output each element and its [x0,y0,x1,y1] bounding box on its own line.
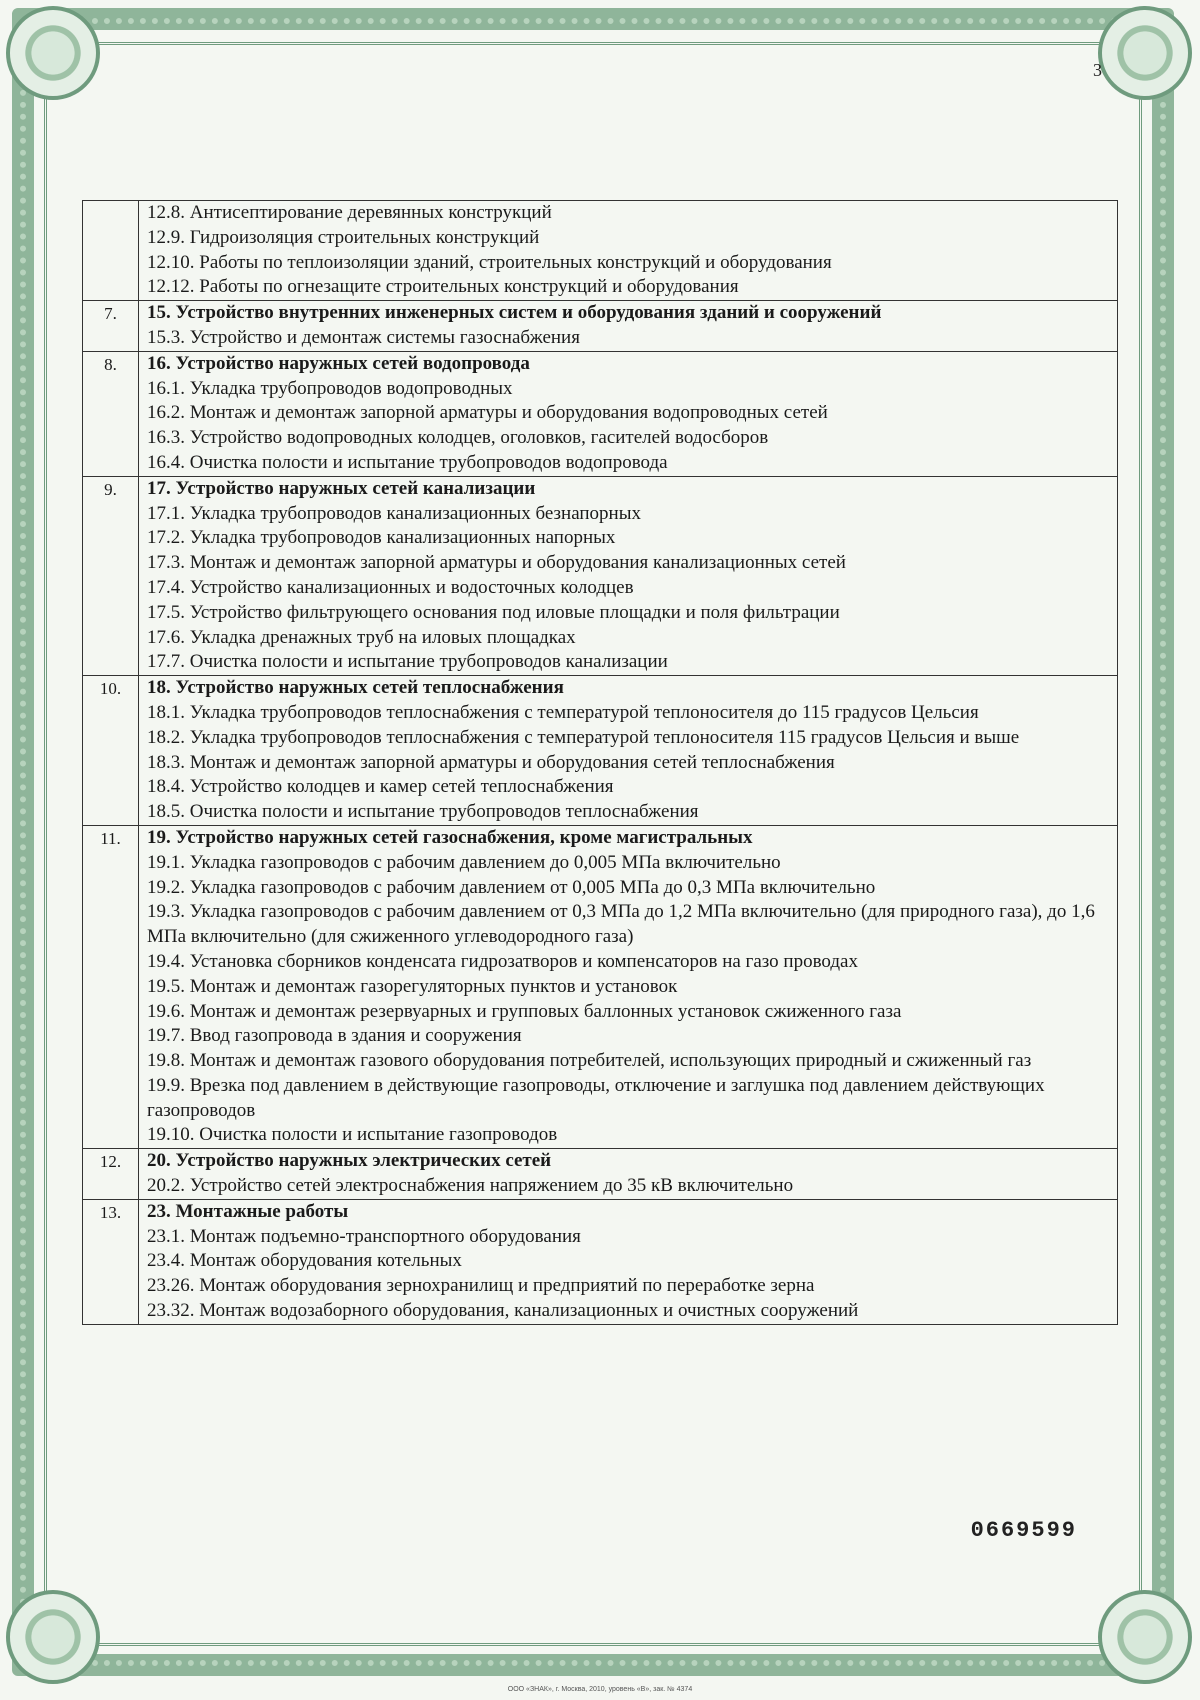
work-types-cell [139,201,1118,301]
work-item: 23.1. Монтаж подъемно-транспортного оборудования [147,1225,581,1247]
work-item: 19.8. Монтаж и демонтаж газового оборудования потребителей, использующих природный и сжиженный газ [147,1050,1032,1072]
row-number: 11. [83,825,139,1148]
work-item: 19.3. Укладка газопроводов с рабочим давлением от 0,3 МПа до 1,2 МПа включительно (для природного газа), до 1,6 МПа включительно (для сжиженного углеводородного газа) [147,901,1095,948]
page-number: 3 [1093,60,1102,80]
work-item: 15.3. Устройство и демонтаж системы газоснабжения [147,326,580,348]
work-item: 19.6. Монтаж и демонтаж резервуарных и групповых баллонных установок сжиженного газа [147,1000,902,1022]
table-row [83,476,1118,675]
corner-ornament-icon [1098,6,1192,100]
work-types-cell [139,825,1118,1148]
work-types-cell [139,476,1118,675]
work-item: 19.4. Установка сборников конденсата гидрозатворов и компенсаторов на газо проводах [147,950,858,972]
table-row [83,301,1118,352]
row-number: 10. [83,676,139,826]
work-item: 19.10. Очистка полости и испытание газопроводов [147,1124,558,1146]
work-item: 17.3. Монтаж и демонтаж запорной арматуры и оборудования канализационных сетей [147,552,846,574]
row-number: 8. [83,351,139,476]
work-item: 20.2. Устройство сетей электроснабжения напряжением до 35 кВ включительно [147,1175,794,1197]
work-item: 17.1. Укладка трубопроводов канализационных безнапорных [147,502,641,524]
work-item: 18.2. Укладка трубопроводов теплоснабжения с температурой теплоносителя 115 градусов Цельсия и выше [147,726,1020,748]
work-item: 19.1. Укладка газопроводов с рабочим давлением до 0,005 МПа включительно [147,851,781,873]
work-item: 17.2. Укладка трубопроводов канализационных напорных [147,527,616,549]
row-number: 12. [83,1149,139,1200]
work-item: 18.1. Укладка трубопроводов теплоснабжения с температурой теплоносителя до 115 градусов Цельсия [147,701,979,723]
work-item: 17.4. Устройство канализационных и водосточных колодцев [147,576,634,598]
table-row [83,1149,1118,1200]
work-item: 23.32. Монтаж водозаборного оборудования, канализационных и очистных сооружений [147,1300,859,1322]
table-row [83,825,1118,1148]
work-item: 16.3. Устройство водопроводных колодцев, оголовков, гасителей водосборов [147,427,769,449]
work-item: 16.2. Монтаж и демонтаж запорной арматуры и оборудования водопроводных сетей [147,402,828,424]
work-item: 17.5. Устройство фильтрующего основания под иловые площадки и поля фильтрации [147,601,840,623]
row-number: 9. [83,476,139,675]
work-group-heading: 16. Устройство наружных сетей водопровода [147,352,530,374]
work-item: 18.5. Очистка полости и испытание трубопроводов теплоснабжения [147,801,699,823]
work-item: 19.2. Укладка газопроводов с рабочим давлением от 0,005 МПа до 0,3 МПа включительно [147,876,876,898]
work-item: 12.9. Гидроизоляция строительных конструкций [147,226,540,248]
row-number: 13. [83,1199,139,1324]
work-item: 12.8. Антисептирование деревянных конструкций [147,202,552,223]
row-number: 7. [83,301,139,352]
table-row [83,1199,1118,1324]
serial-number: 0669599 [970,1518,1077,1543]
work-item: 16.1. Укладка трубопроводов водопроводных [147,377,513,399]
corner-ornament-icon [6,1590,100,1684]
work-types-cell [139,351,1118,476]
work-group-heading: 15. Устройство внутренних инженерных систем и оборудования зданий и сооружений [147,302,882,324]
table-row [83,351,1118,476]
work-item: 12.10. Работы по теплоизоляции зданий, строительных конструкций и оборудования [147,251,832,273]
work-group-heading: 20. Устройство наружных электрических сетей [147,1150,552,1172]
works-table-body [83,201,1118,1325]
corner-ornament-icon [1098,1590,1192,1684]
work-item: 16.4. Очистка полости и испытание трубопроводов водопровода [147,451,668,473]
work-item: 17.6. Укладка дренажных труб на иловых площадках [147,626,576,648]
work-item: 23.26. Монтаж оборудования зернохранилищ и предприятий по переработке зерна [147,1275,815,1297]
table-row [83,676,1118,826]
corner-ornament-icon [6,6,100,100]
work-item: 18.3. Монтаж и демонтаж запорной арматуры и оборудования сетей теплоснабжения [147,751,835,773]
work-item: 19.7. Ввод газопровода в здания и сооружения [147,1025,522,1047]
table-row [83,201,1118,301]
work-item: 19.5. Монтаж и демонтаж газорегуляторных пунктов и установок [147,975,678,997]
work-group-heading: 18. Устройство наружных сетей теплоснабжения [147,677,564,699]
works-table [82,200,1118,1325]
work-group-heading: 19. Устройство наружных сетей газоснабжения, кроме магистральных [147,826,753,848]
work-types-cell [139,1149,1118,1200]
row-number [83,201,139,301]
work-item: 12.12. Работы по огнезащите строительных конструкций и оборудования [147,276,739,298]
work-types-cell [139,1199,1118,1324]
work-item: 19.9. Врезка под давлением в действующие газопроводы, отключение и заглушка под давлением действующих газопроводов [147,1074,1045,1121]
work-item: 23.4. Монтаж оборудования котельных [147,1250,462,1272]
printer-imprint: ООО «ЗНАК», г. Москва, 2010, уровень «В», зак. № 4374 [507,1686,693,1693]
work-item: 18.4. Устройство колодцев и камер сетей теплоснабжения [147,776,614,798]
work-group-heading: 17. Устройство наружных сетей канализации [147,477,536,499]
work-types-cell [139,676,1118,826]
work-item: 17.7. Очистка полости и испытание трубопроводов канализации [147,651,668,673]
work-types-cell [139,301,1118,352]
work-group-heading: 23. Монтажные работы [147,1200,349,1222]
